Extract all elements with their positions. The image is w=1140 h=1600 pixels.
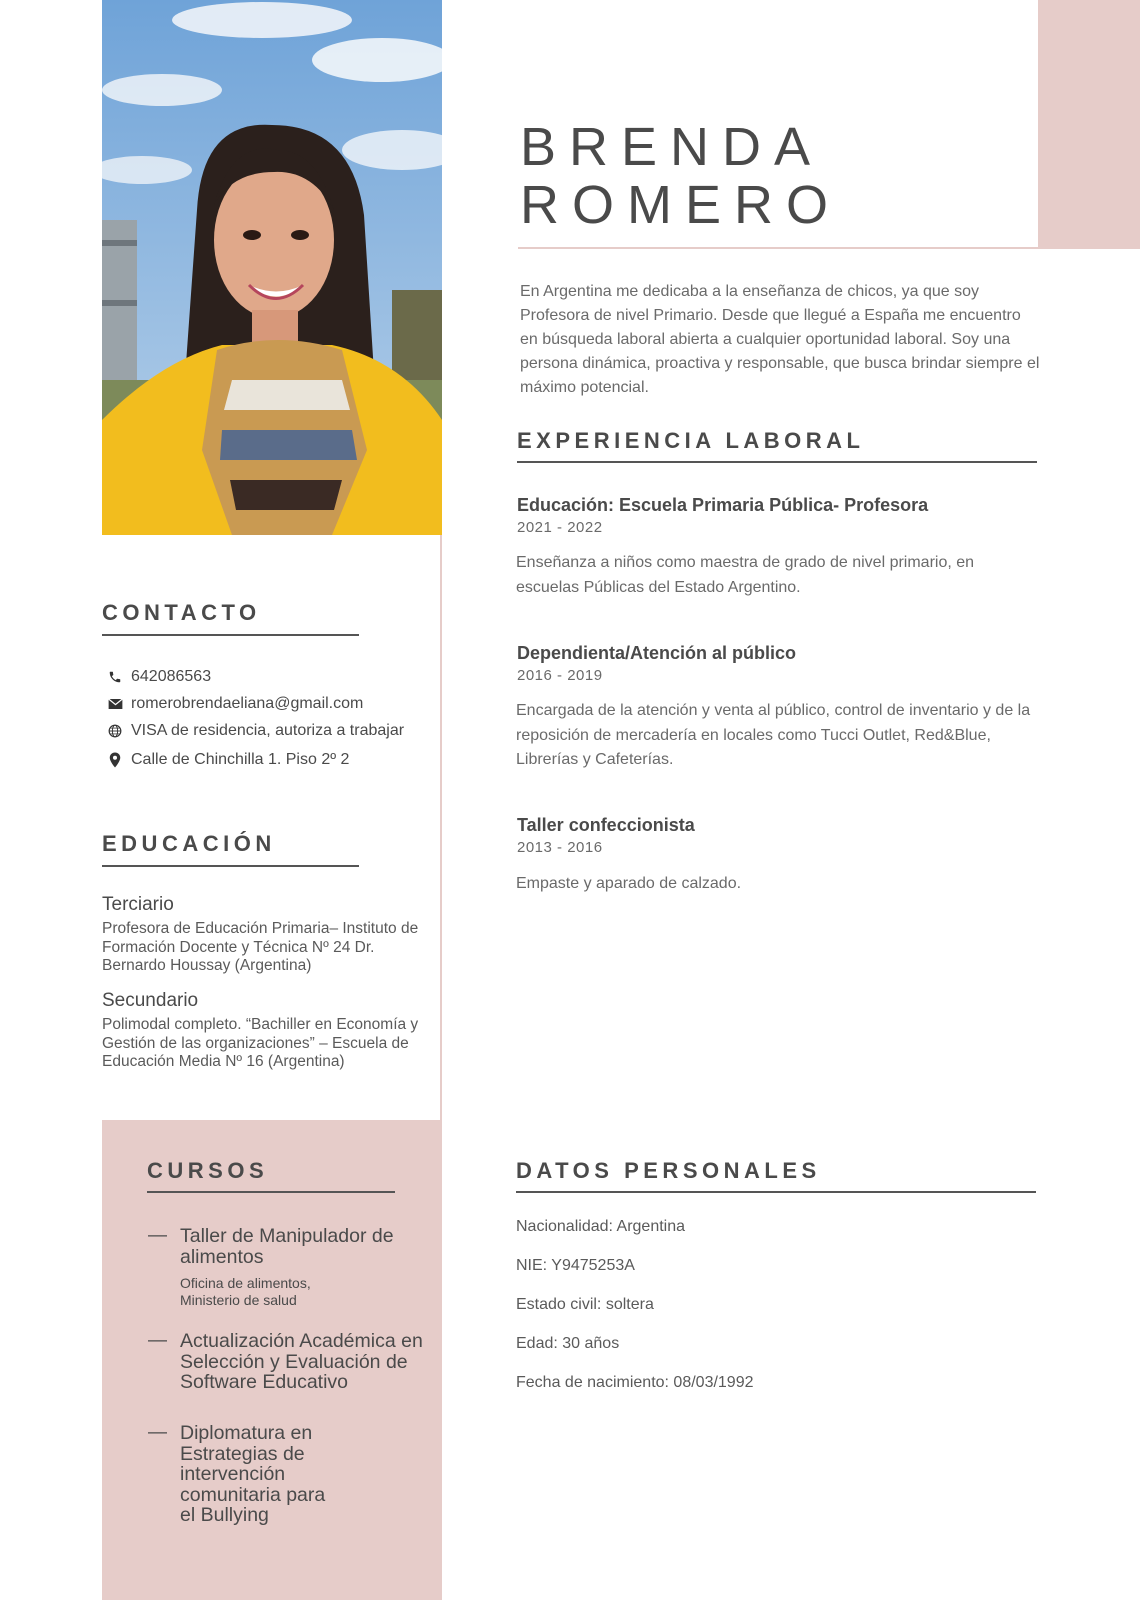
contact-phone (105, 668, 211, 686)
birth-date: Fecha de nacimiento: 08/03/1992 (516, 1374, 754, 1391)
education-underline (102, 865, 359, 867)
course-bullet: — (148, 1330, 167, 1351)
phone-number: 642086563 (131, 668, 212, 685)
job-3-dates: 2013 - 2016 (517, 839, 603, 856)
education-heading: EDUCACIÓN (102, 831, 276, 856)
contact-email (105, 695, 363, 713)
course-1-issuer: Oficina de alimentos, Ministerio de salud (180, 1275, 311, 1308)
age: Edad: 30 años (516, 1335, 620, 1352)
experience-underline (517, 461, 1037, 463)
job-2-description: Encargada de la atención y venta al público, control de inventario y de la reposición de mercadería en locales como Tucci Outlet, Red&Blue, Librerías y Cafeterías. (516, 702, 1031, 768)
email-address: romerobrendaeliana@gmail.com (131, 695, 364, 712)
job-3-description: Empaste y aparado de calzado. (516, 875, 742, 892)
personal-data-heading: DATOS PERSONALES (516, 1158, 821, 1183)
course-bullet: — (148, 1225, 167, 1246)
civil-status: Estado civil: soltera (516, 1296, 654, 1313)
applicant-name (520, 118, 841, 234)
first-name: BRENDA (520, 117, 824, 177)
job-3-title: Taller confeccionista (517, 815, 695, 835)
location-pin-icon (105, 752, 125, 768)
name-underline (518, 247, 1040, 249)
job-1-dates: 2021 - 2022 (517, 519, 603, 536)
profile-summary: En Argentina me dedicaba a la enseñanza de chicos, ya que soy Profesora de nivel Primario. Desde que llegué a España me encuentro en búsqueda laboral abierta a cualquier oportunidad laboral. Soy una persona dinámica, proactiva y responsable, que busca brindar siempre el máximo potencial. (520, 283, 1040, 396)
personal-data-underline (516, 1191, 1036, 1193)
course-2-title: Actualización Académica en Selección y Evaluación de Software Educativo (180, 1330, 423, 1393)
courses-heading: CURSOS (147, 1158, 269, 1183)
course-1-title: Taller de Manipulador de alimentos (180, 1225, 394, 1268)
corner-accent-block (1038, 0, 1140, 249)
contact-visa (105, 722, 404, 740)
course-bullet: — (148, 1422, 167, 1443)
globe-icon (105, 724, 125, 738)
job-1-title: Educación: Escuela Primaria Pública- Profesora (517, 495, 929, 515)
course-3-title: Diplomatura en Estrategias de intervención comunitaria para el Bullying (180, 1422, 326, 1526)
job-2-dates: 2016 - 2019 (517, 667, 603, 684)
education-2-title: Secundario (102, 990, 199, 1011)
mail-icon (105, 698, 125, 710)
profile-photo (102, 0, 442, 535)
phone-icon (105, 670, 125, 684)
contact-underline (102, 634, 359, 636)
course-item (148, 1226, 438, 1308)
job-1-description: Enseñanza a niños como maestra de grado de nivel primario, en escuelas Públicas del Estado Argentino. (516, 554, 975, 596)
course-item (148, 1331, 438, 1393)
contact-address (105, 751, 349, 769)
last-name: ROMERO (520, 175, 841, 235)
nationality: Nacionalidad: Argentina (516, 1218, 686, 1235)
address: Calle de Chinchilla 1. Piso 2º 2 (131, 751, 350, 768)
course-item (148, 1423, 438, 1526)
visa-status: VISA de residencia, autoriza a trabajar (131, 722, 405, 739)
experience-heading: EXPERIENCIA LABORAL (517, 428, 865, 453)
contact-heading: CONTACTO (102, 600, 261, 625)
job-2-title: Dependienta/Atención al público (517, 643, 797, 663)
courses-underline (147, 1191, 395, 1193)
education-2-description: Polimodal completo. “Bachiller en Economía y Gestión de las organizaciones” – Escuela de Educación Media Nº 16 (Argentina) (102, 1016, 419, 1070)
education-1-description: Profesora de Educación Primaria– Instituto de Formación Docente y Técnica Nº 24 Dr. Bernardo Houssay (Argentina) (102, 920, 419, 974)
nie-number: NIE: Y9475253A (516, 1257, 635, 1274)
education-1-title: Terciario (102, 894, 174, 915)
